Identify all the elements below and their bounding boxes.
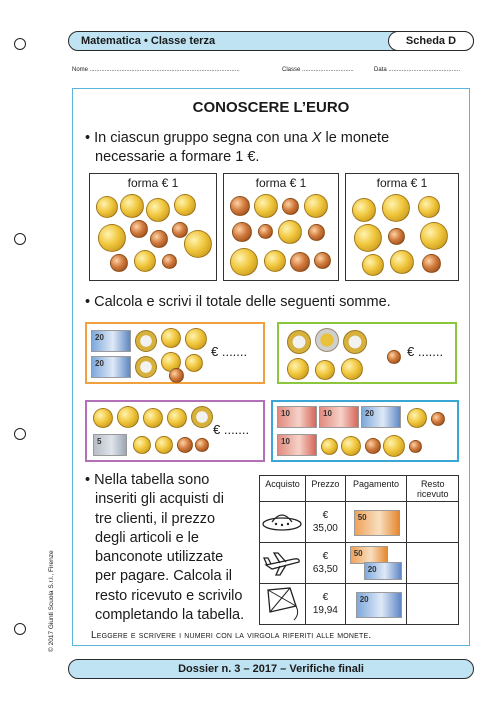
resto-cell[interactable] bbox=[407, 502, 459, 543]
banknote-10-euro: 10 bbox=[277, 406, 317, 428]
coin-group-3[interactable] bbox=[345, 173, 459, 281]
exercise1-instruction bbox=[85, 129, 389, 167]
coin-50c[interactable] bbox=[354, 224, 382, 252]
group-2-label: forma € 1 bbox=[255, 176, 307, 190]
price-value: 35,00 bbox=[312, 523, 338, 534]
banknote-20-euro: 20 bbox=[364, 562, 402, 580]
header-bar bbox=[68, 31, 474, 51]
acquisto-cell bbox=[260, 543, 306, 584]
coin-group-2[interactable] bbox=[223, 173, 339, 281]
coin-2c[interactable] bbox=[388, 228, 405, 245]
class-field[interactable]: Classe ............................... bbox=[282, 67, 354, 73]
coin-2-euro bbox=[135, 356, 157, 378]
coin-10c[interactable] bbox=[174, 194, 196, 216]
prezzo-cell bbox=[305, 502, 345, 543]
exercise3-line: per pagare. Calcola il bbox=[95, 568, 233, 585]
sum-box-3 bbox=[85, 400, 265, 462]
exercise3-line: degli articoli e le bbox=[95, 529, 199, 546]
header-resto: Resto ricevuto bbox=[407, 476, 459, 502]
price-value: 63,50 bbox=[312, 564, 338, 575]
coin-5c[interactable] bbox=[150, 230, 168, 248]
coin-20c[interactable] bbox=[254, 194, 278, 218]
prezzo-cell bbox=[305, 543, 345, 584]
banknote-50-euro: 50 bbox=[354, 510, 400, 536]
coin-50c[interactable] bbox=[420, 222, 448, 250]
exercise3-line: inseriti gli acquisti di bbox=[95, 491, 224, 508]
coin-50c[interactable] bbox=[98, 224, 126, 252]
header-pagamento: Pagamento bbox=[345, 476, 407, 502]
coin-10c[interactable] bbox=[264, 250, 286, 272]
coin-10c bbox=[133, 436, 151, 454]
coin-5c[interactable] bbox=[130, 220, 148, 238]
coin-2c bbox=[195, 438, 209, 452]
coin-20c bbox=[341, 436, 361, 456]
answer-blank-1[interactable]: € ....... bbox=[211, 344, 248, 359]
pagamento-cell bbox=[345, 543, 407, 584]
binder-hole-3 bbox=[14, 428, 26, 440]
exercise2-instruction: • Calcola e scrivi il totale delle seguenti somme. bbox=[85, 294, 391, 310]
coin-5c[interactable] bbox=[232, 222, 252, 242]
coin-2c bbox=[431, 412, 445, 426]
coin-50c[interactable] bbox=[382, 194, 410, 222]
table-header-row bbox=[260, 476, 459, 502]
coin-50c bbox=[185, 328, 207, 350]
table-row bbox=[260, 584, 459, 625]
exercise3-line: completando la tabella. bbox=[95, 607, 245, 624]
footer-bar: Dossier n. 3 – 2017 – Verifiche finali bbox=[68, 659, 474, 679]
coin-20c[interactable] bbox=[352, 198, 376, 222]
exercise1-text-a: • In ciascun gruppo segna con una bbox=[85, 130, 308, 146]
banknote-20-euro: 20 bbox=[356, 592, 402, 618]
worksheet-frame bbox=[72, 88, 470, 646]
banknote-20-euro: 20 bbox=[91, 330, 131, 352]
header-prezzo: Prezzo bbox=[305, 476, 345, 502]
coin-group-1[interactable] bbox=[89, 173, 217, 281]
group-1-label: forma € 1 bbox=[127, 176, 179, 190]
coin-50c[interactable] bbox=[184, 230, 212, 258]
coin-10c[interactable] bbox=[362, 254, 384, 276]
pagamento-cell bbox=[345, 502, 407, 543]
coin-10c[interactable] bbox=[418, 196, 440, 218]
banknote-10-euro: 10 bbox=[319, 406, 359, 428]
coin-2c[interactable] bbox=[282, 198, 299, 215]
banknote-50-euro: 50 bbox=[350, 546, 388, 564]
copyright-text: © 2017 Giunti Scuola S.r.l., Firenze bbox=[48, 550, 55, 652]
coin-10c[interactable] bbox=[96, 196, 118, 218]
coin-5c bbox=[365, 438, 381, 454]
sum-box-1 bbox=[85, 322, 265, 384]
sheet-label: Scheda D bbox=[388, 31, 474, 51]
resto-cell[interactable] bbox=[407, 584, 459, 625]
acquisto-cell bbox=[260, 502, 306, 543]
flying-saucer-toy-icon bbox=[260, 502, 304, 540]
coin-5c bbox=[169, 368, 184, 383]
exercise3-instruction bbox=[85, 471, 244, 625]
airplane-toy-icon bbox=[260, 543, 304, 581]
exercise3-line: • Nella tabella sono bbox=[85, 472, 210, 488]
coin-20c bbox=[161, 328, 181, 348]
coin-50c bbox=[383, 435, 405, 457]
acquisto-cell bbox=[260, 584, 306, 625]
subject-label: Matematica • Classe terza bbox=[81, 35, 216, 47]
coin-1c[interactable] bbox=[162, 254, 177, 269]
coin-2c[interactable] bbox=[308, 224, 325, 241]
answer-blank-3[interactable]: € ....... bbox=[213, 422, 250, 437]
coin-10c bbox=[185, 354, 203, 372]
purchase-table bbox=[259, 475, 459, 625]
price-value: 19,94 bbox=[312, 605, 338, 616]
binder-hole-2 bbox=[14, 233, 26, 245]
date-field[interactable]: Data ........................................... bbox=[374, 67, 461, 73]
banknote-5-euro: 5 bbox=[93, 434, 127, 456]
coin-10c bbox=[155, 436, 173, 454]
coin-2-euro bbox=[287, 330, 311, 354]
kite-icon bbox=[260, 584, 304, 622]
resto-cell[interactable] bbox=[407, 543, 459, 584]
coin-50c[interactable] bbox=[230, 248, 258, 276]
table-row bbox=[260, 502, 459, 543]
coin-5c bbox=[177, 437, 193, 453]
pagamento-cell bbox=[345, 584, 407, 625]
exercise3-line: banconote utilizzate bbox=[95, 549, 224, 566]
currency-symbol: € bbox=[322, 551, 329, 562]
coin-1c[interactable] bbox=[258, 224, 273, 239]
header-acquisto: Acquisto bbox=[260, 476, 306, 502]
coin-5c[interactable] bbox=[422, 254, 441, 273]
worksheet-title: CONOSCERE L’EURO bbox=[192, 99, 350, 116]
coin-1c bbox=[409, 440, 422, 453]
coin-20c[interactable] bbox=[304, 194, 328, 218]
binder-hole-4 bbox=[14, 623, 26, 635]
coin-5c[interactable] bbox=[230, 196, 250, 216]
coin-20c[interactable] bbox=[120, 194, 144, 218]
coin-2c bbox=[387, 350, 401, 364]
exercise1-text-b: le monete bbox=[325, 130, 390, 146]
banknote-10-euro: 10 bbox=[277, 434, 317, 456]
coin-5c[interactable] bbox=[290, 252, 310, 272]
coin-10c bbox=[321, 438, 338, 455]
footnote: Leggere e scrivere i numeri con la virgola riferiti alle monete. bbox=[91, 630, 372, 641]
coin-20c[interactable] bbox=[134, 250, 156, 272]
coin-50c bbox=[117, 406, 139, 428]
coin-10c bbox=[315, 360, 335, 380]
currency-symbol: € bbox=[322, 510, 329, 521]
coin-20c bbox=[407, 408, 427, 428]
coin-5c[interactable] bbox=[110, 254, 128, 272]
group-3-label: forma € 1 bbox=[376, 176, 428, 190]
coin-2-euro bbox=[135, 330, 157, 352]
currency-symbol: € bbox=[322, 592, 329, 603]
coin-20c bbox=[93, 408, 113, 428]
table-row bbox=[260, 543, 459, 584]
exercise1-text-c: necessarie a formare 1 €. bbox=[95, 149, 260, 165]
name-field[interactable]: Nome .......................................................................................... bbox=[72, 67, 240, 73]
binder-hole-1 bbox=[14, 38, 26, 50]
banknote-20-euro: 20 bbox=[91, 356, 131, 378]
sum-box-4 bbox=[271, 400, 459, 462]
exercise3-line: resto ricevuto e scrivilo bbox=[95, 587, 243, 604]
coin-2-euro bbox=[343, 330, 367, 354]
coin-20c[interactable] bbox=[146, 198, 170, 222]
coin-20c[interactable] bbox=[390, 250, 414, 274]
x-mark: X bbox=[311, 130, 322, 146]
banknote-20-euro: 20 bbox=[361, 406, 401, 428]
exercise3-line: tre clienti, il prezzo bbox=[95, 510, 216, 527]
coin-20c bbox=[143, 408, 163, 428]
sum-box-2 bbox=[277, 322, 457, 384]
coin-2c[interactable] bbox=[314, 252, 331, 269]
coin-20c[interactable] bbox=[278, 220, 302, 244]
prezzo-cell bbox=[305, 584, 345, 625]
coin-20c bbox=[341, 358, 363, 380]
coin-20c bbox=[167, 408, 187, 428]
answer-blank-2[interactable]: € ....... bbox=[407, 344, 444, 359]
coin-50c bbox=[287, 358, 309, 380]
coin-1-euro bbox=[315, 328, 339, 352]
coin-2-euro bbox=[191, 406, 213, 428]
